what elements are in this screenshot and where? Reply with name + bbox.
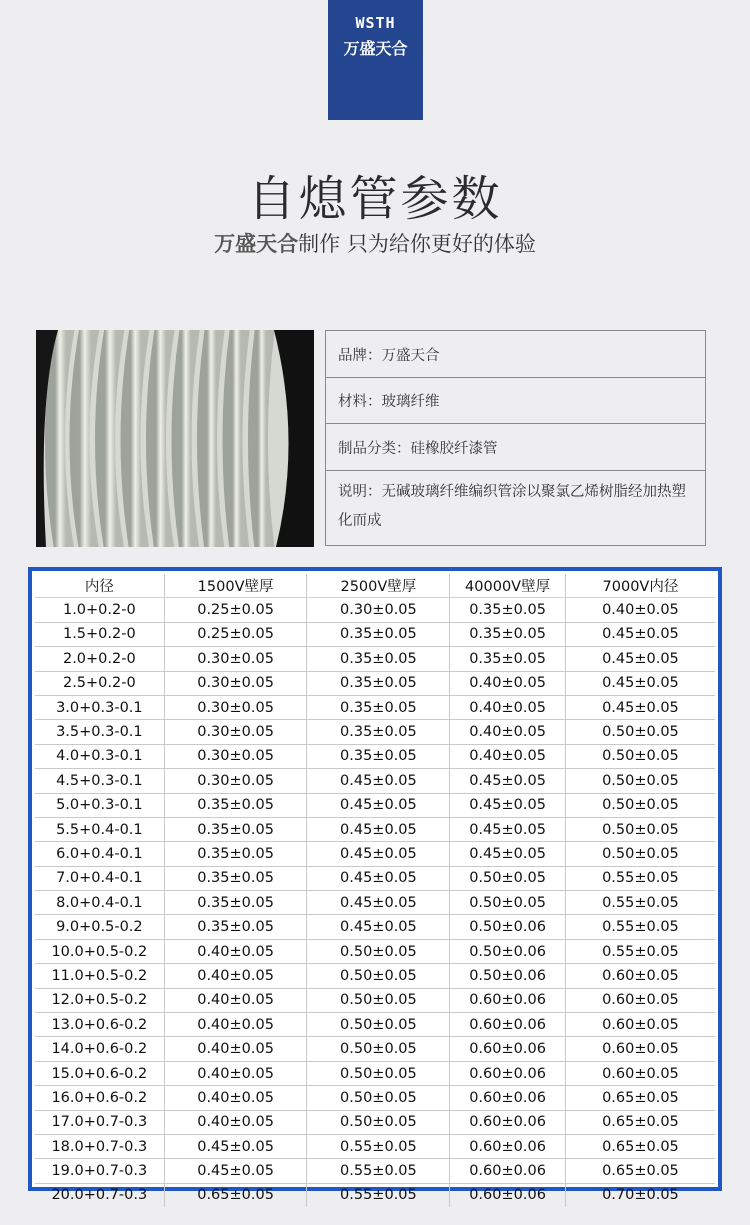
table-cell: 0.60±0.06 xyxy=(450,1110,566,1134)
table-cell: 0.45±0.05 xyxy=(450,817,566,841)
table-cell: 0.50±0.05 xyxy=(307,1013,450,1037)
table-row xyxy=(35,793,715,817)
table-cell: 0.35±0.05 xyxy=(307,622,450,646)
product-photo xyxy=(36,330,314,547)
table-cell: 0.60±0.06 xyxy=(450,1061,566,1085)
tube-coil-image xyxy=(36,330,314,547)
table-cell: 0.25±0.05 xyxy=(164,598,307,622)
table-cell: 0.60±0.06 xyxy=(450,1183,566,1207)
table-cell: 0.60±0.06 xyxy=(450,988,566,1012)
table-cell: 0.60±0.06 xyxy=(450,1086,566,1110)
table-cell: 0.45±0.05 xyxy=(164,1134,307,1158)
table-cell: 2.0+0.2-0 xyxy=(35,647,164,671)
table-cell: 0.35±0.05 xyxy=(164,793,307,817)
table-cell: 0.45±0.05 xyxy=(307,866,450,890)
table-row xyxy=(35,720,715,744)
table-cell: 0.45±0.05 xyxy=(307,793,450,817)
table-cell: 0.35±0.05 xyxy=(164,866,307,890)
info-category: 制品分类：硅橡胶纤漆管 xyxy=(326,424,705,471)
table-cell: 9.0+0.5-0.2 xyxy=(35,915,164,939)
table-cell: 15.0+0.6-0.2 xyxy=(35,1061,164,1085)
brand-logo xyxy=(328,0,423,120)
table-row xyxy=(35,1110,715,1134)
table-cell: 0.50±0.05 xyxy=(307,1110,450,1134)
table-cell: 0.40±0.05 xyxy=(164,1086,307,1110)
table-cell: 0.55±0.05 xyxy=(307,1159,450,1183)
table-cell: 0.35±0.05 xyxy=(307,720,450,744)
table-row xyxy=(35,891,715,915)
table-cell: 0.30±0.05 xyxy=(164,671,307,695)
table-cell: 0.50±0.05 xyxy=(565,720,715,744)
table-cell: 0.65±0.05 xyxy=(565,1134,715,1158)
table-cell: 0.45±0.05 xyxy=(565,695,715,719)
table-cell: 0.50±0.05 xyxy=(307,1086,450,1110)
table-cell: 1.5+0.2-0 xyxy=(35,622,164,646)
table-cell: 0.40±0.05 xyxy=(450,695,566,719)
table-cell: 0.45±0.05 xyxy=(307,817,450,841)
table-row xyxy=(35,1159,715,1183)
table-cell: 0.50±0.05 xyxy=(307,939,450,963)
slogan xyxy=(0,228,750,258)
table-cell: 3.5+0.3-0.1 xyxy=(35,720,164,744)
table-cell: 5.0+0.3-0.1 xyxy=(35,793,164,817)
table-row xyxy=(35,915,715,939)
table-cell: 0.50±0.06 xyxy=(450,964,566,988)
header-40000v: 40000V壁厚 xyxy=(450,574,566,598)
table-cell: 0.40±0.05 xyxy=(450,744,566,768)
table-body xyxy=(35,598,715,1207)
table-cell: 6.0+0.4-0.1 xyxy=(35,842,164,866)
table-row xyxy=(35,817,715,841)
table-cell: 0.40±0.05 xyxy=(450,720,566,744)
table-cell: 0.45±0.05 xyxy=(307,891,450,915)
table-cell: 18.0+0.7-0.3 xyxy=(35,1134,164,1158)
table-cell: 3.0+0.3-0.1 xyxy=(35,695,164,719)
table-cell: 20.0+0.7-0.3 xyxy=(35,1183,164,1207)
table-cell: 5.5+0.4-0.1 xyxy=(35,817,164,841)
table-row xyxy=(35,1037,715,1061)
table-cell: 0.60±0.05 xyxy=(565,964,715,988)
spec-table-frame xyxy=(28,567,722,1204)
header-1500v: 1500V壁厚 xyxy=(164,574,307,598)
table-cell: 10.0+0.5-0.2 xyxy=(35,939,164,963)
table-cell: 0.45±0.05 xyxy=(450,842,566,866)
table-cell: 17.0+0.7-0.3 xyxy=(35,1110,164,1134)
table-cell: 0.40±0.05 xyxy=(164,988,307,1012)
table-cell: 0.45±0.05 xyxy=(450,769,566,793)
table-cell: 4.0+0.3-0.1 xyxy=(35,744,164,768)
table-cell: 0.35±0.05 xyxy=(307,744,450,768)
table-cell: 0.50±0.05 xyxy=(307,1037,450,1061)
table-cell: 0.35±0.05 xyxy=(450,647,566,671)
table-cell: 0.30±0.05 xyxy=(164,720,307,744)
table-cell: 0.40±0.05 xyxy=(565,598,715,622)
slogan-brand: 万盛天合 xyxy=(214,232,299,256)
table-cell: 0.40±0.05 xyxy=(450,671,566,695)
table-cell: 0.45±0.05 xyxy=(307,915,450,939)
table-cell: 0.40±0.05 xyxy=(164,939,307,963)
table-cell: 0.55±0.05 xyxy=(565,915,715,939)
table-cell: 0.40±0.05 xyxy=(164,1061,307,1085)
table-cell: 0.60±0.06 xyxy=(450,1159,566,1183)
table-cell: 0.55±0.05 xyxy=(307,1134,450,1158)
table-cell: 0.50±0.05 xyxy=(307,1061,450,1085)
logo-text-cn: 万盛天合 xyxy=(343,39,408,58)
table-cell: 0.40±0.05 xyxy=(164,1110,307,1134)
table-row xyxy=(35,1086,715,1110)
table-cell: 0.40±0.05 xyxy=(164,1013,307,1037)
table-row xyxy=(35,695,715,719)
table-cell: 0.35±0.05 xyxy=(164,891,307,915)
table-cell: 0.45±0.05 xyxy=(450,793,566,817)
table-cell: 0.30±0.05 xyxy=(307,598,450,622)
table-cell: 0.60±0.06 xyxy=(450,1013,566,1037)
table-row xyxy=(35,1134,715,1158)
table-cell: 7.0+0.4-0.1 xyxy=(35,866,164,890)
table-cell: 0.50±0.05 xyxy=(307,964,450,988)
table-cell: 0.50±0.05 xyxy=(450,891,566,915)
table-cell: 0.35±0.05 xyxy=(164,915,307,939)
table-cell: 0.45±0.05 xyxy=(565,647,715,671)
table-cell: 0.50±0.05 xyxy=(565,744,715,768)
table-cell: 0.40±0.05 xyxy=(164,1037,307,1061)
table-cell: 0.35±0.05 xyxy=(307,695,450,719)
table-row xyxy=(35,1013,715,1037)
slogan-text: 制作 只为给你更好的体验 xyxy=(298,232,536,256)
header-2500v: 2500V壁厚 xyxy=(307,574,450,598)
table-row xyxy=(35,866,715,890)
table-cell: 0.50±0.05 xyxy=(307,988,450,1012)
table-cell: 0.50±0.06 xyxy=(450,915,566,939)
table-cell: 0.30±0.05 xyxy=(164,647,307,671)
product-info-box xyxy=(325,330,706,546)
table-cell: 1.0+0.2-0 xyxy=(35,598,164,622)
table-cell: 0.45±0.05 xyxy=(307,842,450,866)
table-cell: 0.55±0.05 xyxy=(565,891,715,915)
table-cell: 4.5+0.3-0.1 xyxy=(35,769,164,793)
table-cell: 0.55±0.05 xyxy=(565,866,715,890)
table-cell: 19.0+0.7-0.3 xyxy=(35,1159,164,1183)
table-cell: 0.60±0.05 xyxy=(565,1013,715,1037)
table-cell: 0.55±0.05 xyxy=(307,1183,450,1207)
spec-table xyxy=(35,574,715,1207)
table-cell: 14.0+0.6-0.2 xyxy=(35,1037,164,1061)
table-cell: 0.70±0.05 xyxy=(602,1187,679,1204)
table-cell: 0.50±0.06 xyxy=(450,939,566,963)
table-cell: 0.50±0.05 xyxy=(565,793,715,817)
table-cell: 16.0+0.6-0.2 xyxy=(35,1086,164,1110)
table-cell: 0.60±0.05 xyxy=(565,1061,715,1085)
table-row xyxy=(35,744,715,768)
table-cell: 0.30±0.05 xyxy=(164,744,307,768)
info-description: 说明：无碱玻璃纤维编织管涂以聚氯乙烯树脂经加热塑化而成 xyxy=(338,484,686,529)
table-cell: 0.50±0.05 xyxy=(565,769,715,793)
table-row xyxy=(35,622,715,646)
table-cell: 0.65±0.05 xyxy=(565,1159,715,1183)
header-7000v: 7000V内径 xyxy=(565,574,715,598)
table-cell: 0.25±0.05 xyxy=(164,622,307,646)
table-cell: 0.40±0.05 xyxy=(164,964,307,988)
table-cell: 0.65±0.05 xyxy=(565,1110,715,1134)
table-row xyxy=(35,1183,715,1207)
table-cell: 0.30±0.05 xyxy=(164,769,307,793)
table-cell: 0.65±0.05 xyxy=(164,1183,307,1207)
table-row xyxy=(35,598,715,622)
table-cell: 0.35±0.05 xyxy=(164,842,307,866)
info-material: 材料：玻璃纤维 xyxy=(326,378,705,424)
table-cell: 0.50±0.05 xyxy=(565,842,715,866)
table-row xyxy=(35,671,715,695)
table-cell: 0.35±0.05 xyxy=(450,598,566,622)
table-row xyxy=(35,1061,715,1085)
table-cell: 0.35±0.05 xyxy=(307,671,450,695)
table-cell: 0.45±0.05 xyxy=(307,769,450,793)
table-row xyxy=(35,769,715,793)
table-cell: 0.50±0.05 xyxy=(450,866,566,890)
table-row xyxy=(35,939,715,963)
table-row xyxy=(35,964,715,988)
table-cell: 0.35±0.05 xyxy=(450,622,566,646)
table-cell: 11.0+0.5-0.2 xyxy=(35,964,164,988)
table-cell: 0.60±0.06 xyxy=(450,1037,566,1061)
table-cell: 0.60±0.06 xyxy=(450,1134,566,1158)
table-cell: 0.35±0.05 xyxy=(164,817,307,841)
table-row xyxy=(35,647,715,671)
table-cell: 0.30±0.05 xyxy=(164,695,307,719)
logo-text-en: WSTH xyxy=(355,14,396,32)
table-header-row xyxy=(35,574,715,598)
table-cell: 0.60±0.05 xyxy=(565,1037,715,1061)
table-cell: 13.0+0.6-0.2 xyxy=(35,1013,164,1037)
table-cell: 0.50±0.05 xyxy=(565,817,715,841)
table-cell: 0.45±0.05 xyxy=(565,622,715,646)
page-title: 自熄管参数 xyxy=(247,171,503,227)
table-cell: 8.0+0.4-0.1 xyxy=(35,891,164,915)
table-cell: 0.45±0.05 xyxy=(565,671,715,695)
header-inner-diameter: 内径 xyxy=(35,574,164,598)
table-cell: 0.65±0.05 xyxy=(565,1086,715,1110)
info-brand: 品牌：万盛天合 xyxy=(326,331,705,378)
table-cell: 0.60±0.05 xyxy=(565,988,715,1012)
table-cell: 0.35±0.05 xyxy=(307,647,450,671)
table-row xyxy=(35,988,715,1012)
table-cell: 0.55±0.05 xyxy=(565,939,715,963)
table-row xyxy=(35,842,715,866)
table-cell: 12.0+0.5-0.2 xyxy=(35,988,164,1012)
table-cell: 0.45±0.05 xyxy=(164,1159,307,1183)
table-cell: 2.5+0.2-0 xyxy=(35,671,164,695)
